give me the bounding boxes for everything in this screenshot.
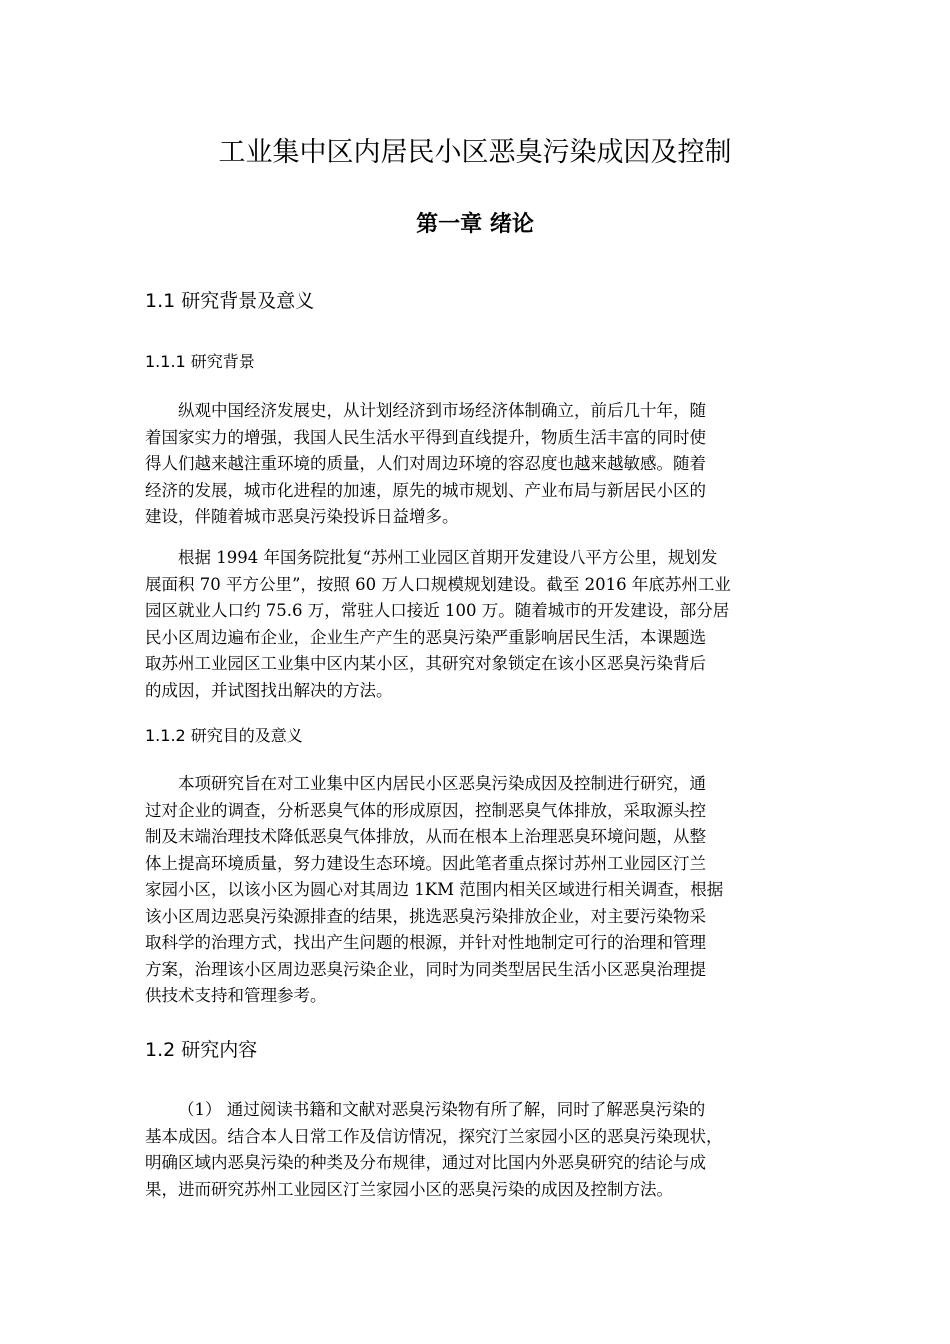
paragraph-line: 取苏州工业园区工业集中区内某小区，其研究对象锁定在该小区恶臭污染背后 — [145, 654, 706, 673]
paragraph-line: 方案，治理该小区周边恶臭污染企业，同时为同类型居民生活小区恶臭治理提 — [145, 959, 706, 979]
section-heading-1-2: 1.2 研究内容 — [145, 1039, 258, 1061]
paragraph-line: 得人们越来越注重环境的质量，人们对周边环境的容忍度也越来越敏感。随着 — [145, 454, 706, 473]
paragraph-line: 民小区周边遍布企业，企业生产产生的恶臭污染严重影响居民生活，本课题选 — [145, 627, 706, 647]
section-heading-1-1-1: 1.1.1 研究背景 — [145, 352, 255, 371]
paragraph-background-1 — [145, 398, 808, 531]
paragraph-line: 根据 1994 年国务院批复“苏州工业园区首期开发建设八平方公里，规划发 — [178, 548, 718, 567]
paragraph-line: 基本成因。结合本人日常工作及信访情况，探究汀兰家园小区的恶臭污染现状， — [145, 1126, 723, 1146]
paragraph-line: 明确区域内恶臭污染的种类及分布规律，通过对比国内外恶臭研究的结论与成 — [145, 1153, 706, 1172]
paragraph-line: 果，进而研究苏州工业园区汀兰家园小区的恶臭污染的成因及控制方法。 — [145, 1179, 673, 1199]
paragraph-background-2 — [145, 545, 808, 704]
paragraph-line: 体上提高环境质量，努力建设生态环境。因此笔者重点探讨苏州工业园区汀兰 — [145, 853, 706, 873]
paragraph-line: 展面积 70 平方公里”，按照 60 万人口规模规划建设。截至 2016 年底苏州工业 — [145, 574, 731, 594]
paragraph-line: 建设，伴随着城市恶臭污染投诉日益增多。 — [145, 507, 459, 526]
paragraph-purpose — [145, 771, 808, 1010]
paragraph-line: 的成因，并试图找出解决的方法。 — [145, 680, 393, 700]
paragraph-line: 取科学的治理方式，找出产生问题的根源，并针对性地制定可行的治理和管理 — [145, 933, 706, 952]
paragraph-line: 经济的发展，城市化进程的加速，原先的城市规划、产业布局与新居民小区的 — [145, 480, 706, 500]
section-heading-1-1: 1.1 研究背景及意义 — [145, 290, 315, 312]
paragraph-line: 家园小区，以该小区为圆心对其周边 1KM 范围内相关区域进行相关调查，根据 — [145, 880, 724, 899]
paragraph-line: （1） 通过阅读书籍和文献对恶臭污染物有所了解，同时了解恶臭污染的 — [178, 1100, 706, 1119]
paragraph-line: 供技术支持和管理参考。 — [145, 986, 327, 1005]
document-title: 工业集中区内居民小区恶臭污染成因及控制 — [218, 137, 732, 168]
paragraph-content-1 — [145, 1097, 808, 1203]
paragraph-line: 该小区周边恶臭污染源排查的结果，挑选恶臭污染排放企业，对主要污染物采 — [145, 906, 706, 926]
paragraph-line: 园区就业人口约 75.6 万，常驻人口接近 100 万。随着城市的开发建设，部分居 — [145, 601, 730, 620]
paragraph-line: 过对企业的调查，分析恶臭气体的形成原因，控制恶臭气体排放，采取源头控 — [145, 800, 706, 820]
paragraph-line: 制及末端治理技术降低恶臭气体排放，从而在根本上治理恶臭环境问题，从整 — [145, 827, 706, 846]
paragraph-line: 着国家实力的增强，我国人民生活水平得到直线提升，物质生活丰富的同时使 — [145, 427, 706, 447]
chapter-title: 第一章 绪论 — [416, 212, 534, 237]
paragraph-line: 本项研究旨在对工业集中区内居民小区恶臭污染成因及控制进行研究，通 — [178, 774, 706, 793]
paragraph-line: 纵观中国经济发展史，从计划经济到市场经济体制确立，前后几十年，随 — [178, 401, 706, 420]
section-heading-1-1-2: 1.1.2 研究目的及意义 — [145, 726, 303, 745]
